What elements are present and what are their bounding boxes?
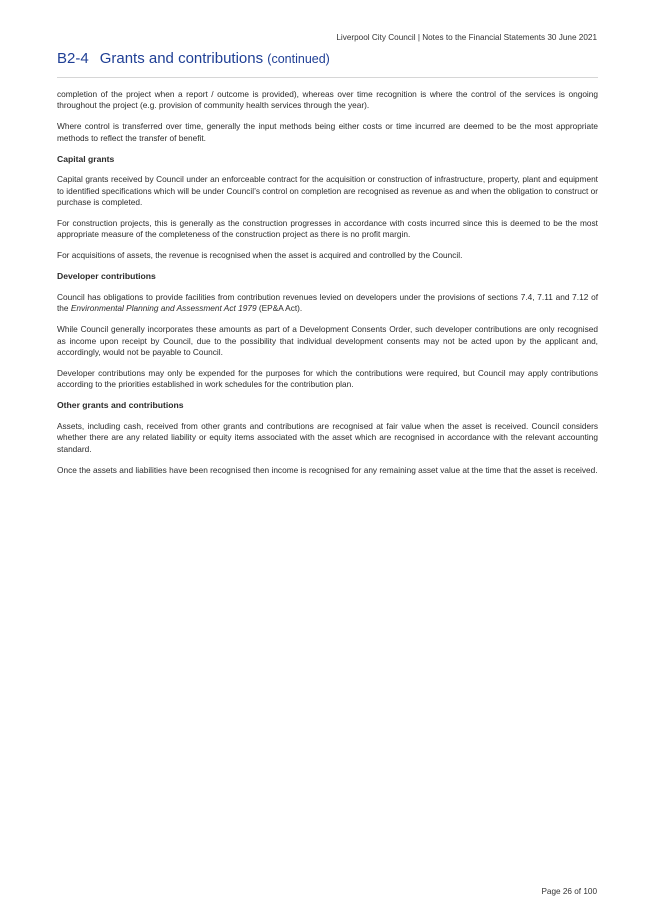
paragraph	[57, 292, 598, 315]
section-title: Grants and contributions	[99, 50, 264, 67]
paragraph: Capital grants received by Council under an enforceable contract for the acquisition or construction of infrastructure, property, plant and equipment to identified specifications which will be under Council’s control on completion are recognised as revenue as and when the obligation to construct or purchase is completed.	[57, 174, 598, 208]
body-text	[57, 89, 598, 486]
paragraph: completion of the project when a report / outcome is provided), whereas over time recognition is where the control of the services is ongoing throughout the project (e.g. provision of community health services through the year).	[57, 89, 598, 111]
section-heading	[57, 50, 597, 67]
section-number: B2-4	[57, 50, 89, 67]
paragraph: Once the assets and liabilities have been recognised then income is recognised for any remaining asset value at the time that the asset is received.	[57, 464, 598, 475]
running-header: Liverpool City Council | Notes to the Financial Statements 30 June 2021	[336, 33, 597, 42]
paragraph: Where control is transferred over time, generally the input methods being either costs or time incurred are deemed to be the most appropriate methods to reflect the transfer of benefit.	[57, 121, 598, 143]
page-number: Page 26 of 100	[541, 887, 597, 896]
paragraph: Developer contributions may only be expended for the purposes for which the contributions were required, but Council may apply contributions according to the priorities established in work schedules for the contribution plan.	[57, 368, 598, 390]
paragraph: Assets, including cash, received from other grants and contributions are recognised at fair value when the asset is received. Council considers whether there are any related liability or equity items associated with the asset which are recognised in accordance with the relevant accounting standard.	[57, 420, 598, 454]
paragraph: For acquisitions of assets, the revenue is recognised when the asset is acquired and controlled by the Council.	[57, 250, 463, 261]
paragraph-text: Council has obligations to provide facilities from contribution revenues levied on developers under the provisions of sections 7.4, 7.11 and 7.12 of the	[57, 291, 598, 314]
paragraph: While Council generally incorporates these amounts as part of a Development Consents Order, such developer contributions are only recognised as income upon receipt by Council, due to the possibility that individual development consents may not be acted upon by the applicant and, accordingly, would not be payable to Council.	[57, 324, 598, 358]
paragraph-text: (EP&A Act).	[256, 303, 303, 314]
act-title: Environmental Planning and Assessment Act 1979	[70, 303, 257, 314]
continued-label: (continued)	[267, 52, 330, 66]
paragraph: For construction projects, this is generally as the construction progresses in accordance with costs incurred since this is deemed to be the most appropriate measure of the completeness of the construction project as there is no profit margin.	[57, 218, 598, 240]
subheading-other-grants: Other grants and contributions	[57, 400, 184, 411]
subheading-developer-contributions: Developer contributions	[57, 271, 156, 282]
subheading-capital-grants: Capital grants	[57, 153, 115, 164]
heading-divider	[57, 77, 598, 78]
